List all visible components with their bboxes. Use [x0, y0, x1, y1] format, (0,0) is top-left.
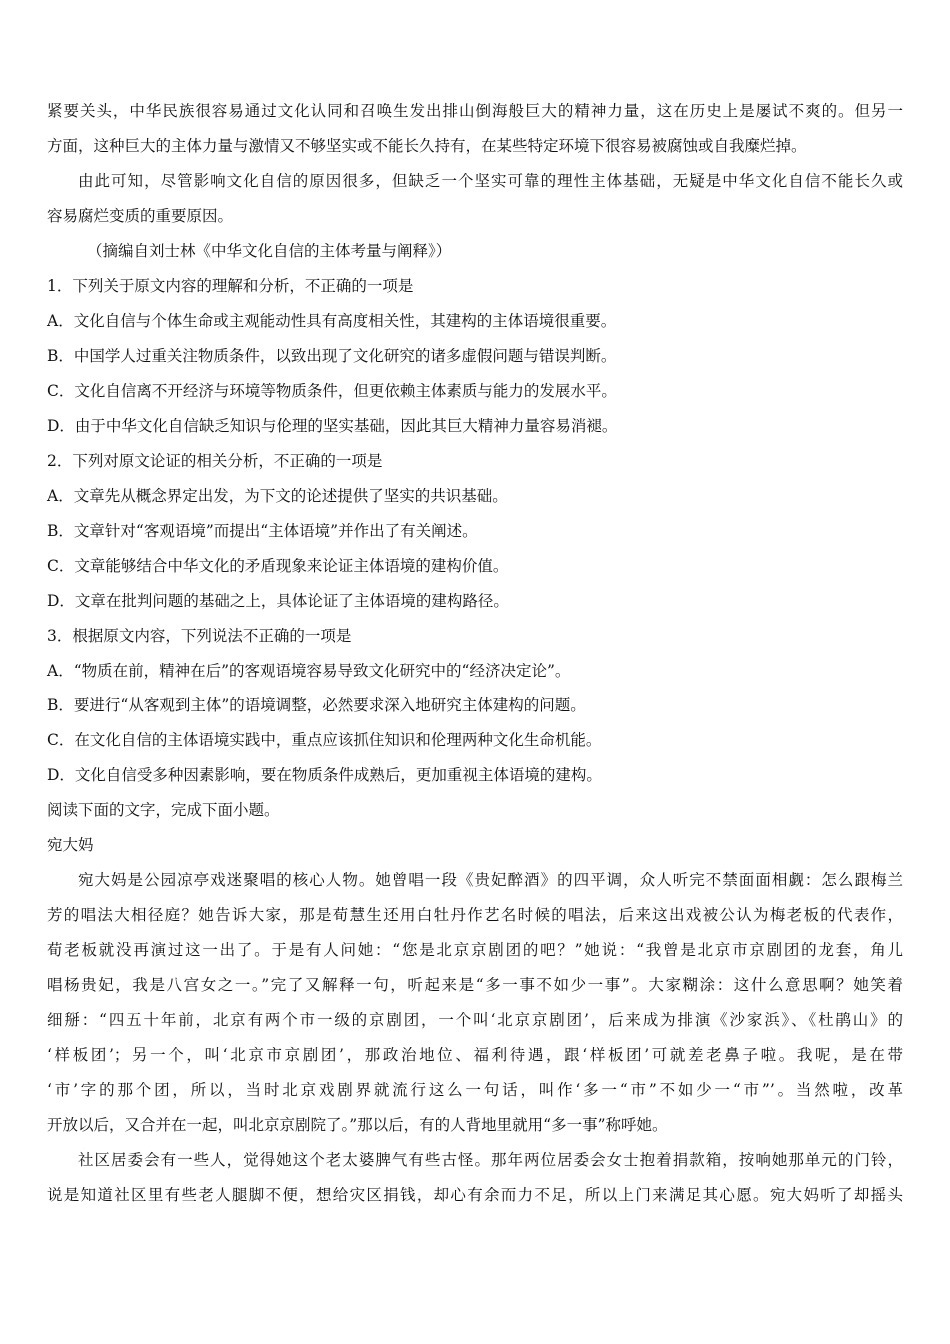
- paragraph-line: 细掰：“四五十年前，北京有两个市一级的京剧团，一个叫‘北京京剧团’，后来成为排演《沙家浜》、《杜鹃山》的: [47, 1011, 903, 1030]
- document-page: [47, 94, 903, 1213]
- paragraph-line: 宛大妈是公园凉亭戏迷聚唱的核心人物。她曾唱一段《贵妃醉酒》的四平调，众人听完不禁面面相觑：怎么跟梅兰: [78, 871, 903, 890]
- paragraph-line: ‘市’字的那个团，所以，当时北京戏剧界就流行这么一句话，叫作‘多一“市”不如少一“市”’。当然啦，改革: [47, 1081, 903, 1100]
- question-stem: 3．根据原文内容，下列说法不正确的一项是: [47, 626, 352, 645]
- question-option: B．要进行“从客观到主体”的语境调整，必然要求深入地研究主体建构的问题。: [47, 696, 586, 715]
- question-option: C．文化自信离不开经济与环境等物质条件，但更依赖主体素质与能力的发展水平。: [47, 381, 617, 400]
- question-stem: 1．下列关于原文内容的理解和分析，不正确的一项是: [47, 276, 414, 295]
- question-option: C．在文化自信的主体语境实践中，重点应该抓住知识和伦理两种文化生命机能。: [47, 731, 602, 750]
- paragraph-line: 开放以后，又合并在一起，叫北京京剧院了。”那以后，有的人背地里就用“多一事”称呼她。: [47, 1116, 668, 1135]
- question-option: B．文章针对“客观语境”而提出“主体语境”并作出了有关阐述。: [47, 521, 478, 540]
- paragraph-line: 芳的唱法大相径庭？她告诉大家，那是荀慧生还用白牡丹作艺名时候的唱法，后来这出戏被公认为梅老板的代表作，: [47, 906, 903, 925]
- paragraph-line: 紧要关头，中华民族很容易通过文化认同和召唤生发出排山倒海般巨大的精神力量，这在历史上是屡试不爽的。但另一: [47, 102, 903, 120]
- question-option: D．由于中华文化自信缺乏知识与伦理的坚实基础，因此其巨大精神力量容易消褪。: [47, 416, 618, 435]
- question-option: A．“物质在前，精神在后”的客观语境容易导致文化研究中的“经济决定论”。: [47, 661, 571, 680]
- paragraph-line: 说是知道社区里有些老人腿脚不便，想给灾区捐钱，却心有余而力不足，所以上门来满足其心愿。宛大妈听了却摇头: [47, 1186, 903, 1205]
- paragraph-line: 唱杨贵妃，我是八宫女之一。”完了又解释一句，听起来是“多一事不如少一事”。大家糊涂：这什么意思啊？她笑着: [47, 976, 903, 995]
- paragraph-line: 社区居委会有一些人，觉得她这个老太婆脾气有些古怪。那年两位居委会女士抱着捐款箱，按响她那单元的门铃，: [78, 1151, 903, 1170]
- paragraph-line: ‘样板团’；另一个，叫‘北京市京剧团’，那政治地位、福利待遇，跟‘样板团’可就差老鼻子啦。我呢，是在带: [47, 1046, 903, 1065]
- question-option: D．文章在批判问题的基础之上，具体论证了主体语境的建构路径。: [47, 591, 509, 610]
- reading-instruction: 阅读下面的文字，完成下面小题。: [47, 801, 280, 820]
- question-option: B．中国学人过重关注物质条件，以致出现了文化研究的诸多虚假问题与错误判断。: [47, 346, 617, 365]
- paragraph-line: 由此可知，尽管影响文化自信的原因很多，但缺乏一个坚实可靠的理性主体基础，无疑是中华文化自信不能长久或: [78, 171, 903, 190]
- paragraph-line: 方面，这种巨大的主体力量与激情又不够坚实或不能长久持有，在某些特定环境下很容易被腐蚀或自我糜烂掉。: [47, 136, 807, 155]
- question-option: A．文化自信与个体生命或主观能动性具有高度相关性，其建构的主体语境很重要。: [47, 311, 617, 330]
- story-title: 宛大妈: [47, 836, 94, 855]
- question-stem: 2．下列对原文论证的相关分析，不正确的一项是: [47, 451, 383, 470]
- source-citation: （摘编自刘士林《中华文化自信的主体考量与阐释》）: [87, 241, 452, 260]
- paragraph-line: 荀老板就没再演过这一出了。于是有人问她：“您是北京京剧团的吧？”她说：“我曾是北京市京剧团的龙套，角儿: [47, 941, 903, 960]
- paragraph-line: 容易腐烂变质的重要原因。: [47, 206, 234, 225]
- question-option: D．文化自信受多种因素影响，要在物质条件成熟后，更加重视主体语境的建构。: [47, 766, 602, 785]
- question-option: C．文章能够结合中华文化的矛盾现象来论证主体语境的建构价值。: [47, 556, 509, 575]
- question-option: A．文章先从概念界定出发，为下文的论述提供了坚实的共识基础。: [47, 486, 508, 505]
